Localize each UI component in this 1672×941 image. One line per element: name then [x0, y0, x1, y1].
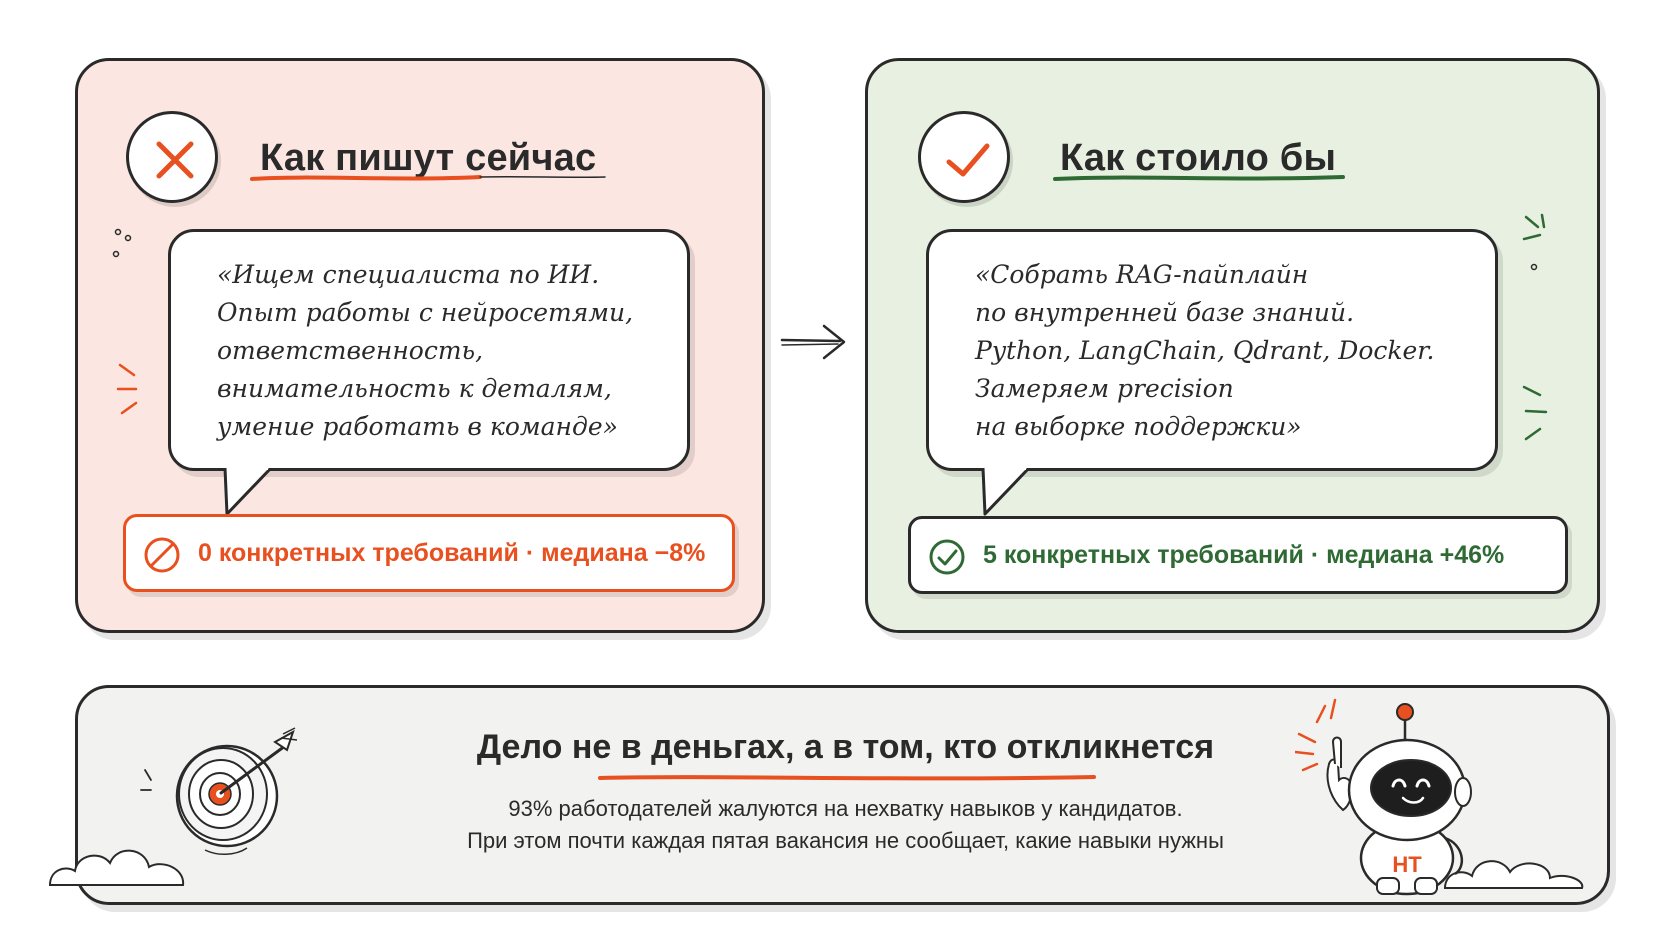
quote-line: «Собрать RAG-пайплайн	[975, 260, 1309, 289]
bad-stat-text: 0 конкретных требований · медиана −8%	[198, 539, 706, 567]
bad-title-underline	[250, 171, 610, 185]
good-stat-box	[908, 516, 1568, 594]
bubble-tail	[221, 468, 291, 518]
good-stat-text: 5 конкретных требований · медиана +46%	[983, 541, 1505, 569]
bad-quote-text	[217, 256, 633, 446]
quote-line: умение работать в команде»	[217, 412, 618, 441]
good-quote-bubble	[926, 229, 1498, 471]
good-quote-text	[975, 256, 1434, 446]
checkmark-icon	[918, 111, 1010, 203]
good-example-panel	[865, 58, 1600, 633]
summary-title-underline	[598, 772, 1098, 784]
check-circle-icon	[927, 537, 967, 577]
robot-mascot	[1295, 698, 1505, 898]
sparkle-dots-icon	[110, 226, 140, 266]
summary-title: Дело не в деньгах, а в том, кто откликнется	[476, 728, 1215, 766]
arrow-right-icon	[778, 322, 850, 362]
good-title-underline	[1053, 171, 1353, 185]
good-panel-title: Как стоило бы	[1060, 137, 1337, 179]
bad-quote-bubble	[168, 229, 690, 471]
quote-line: «Ищем специалиста по ИИ.	[217, 260, 600, 289]
bad-stat-box	[123, 514, 735, 592]
quote-line: по внутренней базе знаний.	[975, 298, 1355, 327]
bad-example-panel	[75, 58, 765, 633]
quote-line: на выборке поддержки»	[975, 412, 1302, 441]
quote-line: внимательность к деталям,	[217, 374, 612, 403]
robot-badge: НТ	[1392, 852, 1422, 877]
summary-line: При этом почти каждая пятая вакансия не сообщает, какие навыки нужны	[467, 828, 1224, 853]
summary-line: 93% работодателей жалуются на нехватку навыков у кандидатов.	[508, 796, 1183, 821]
spark-lines-icon	[1518, 211, 1558, 281]
quote-line: Python, LangChain, Qdrant, Docker.	[975, 336, 1435, 365]
bubble-tail	[979, 468, 1049, 518]
cross-icon	[126, 111, 218, 203]
spark-lines-icon	[116, 361, 156, 421]
prohibited-icon	[142, 535, 182, 575]
bad-panel-title: Как пишут сейчас	[260, 137, 597, 179]
quote-line: Замеряем precision	[975, 374, 1234, 403]
target-icon	[135, 710, 315, 860]
quote-line: Опыт работы с нейросетями,	[217, 298, 634, 327]
quote-line: ответственность,	[217, 336, 484, 365]
spark-lines-icon	[1520, 381, 1560, 451]
